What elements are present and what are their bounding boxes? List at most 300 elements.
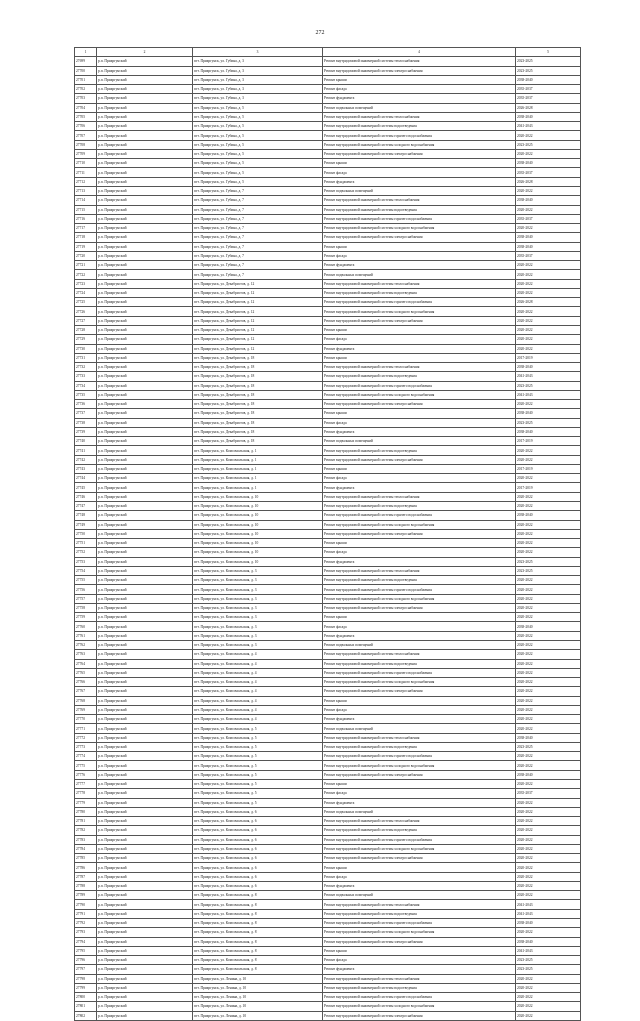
row-number-cell: 27702	[75, 85, 97, 94]
row-number-cell: 27800	[75, 993, 97, 1002]
period-cell: 2020-2022	[516, 576, 581, 585]
work-type-cell: Ремонт фундамента	[323, 798, 516, 807]
address-cell: пгт. Приаргунск, ул. Губина, д. 7	[193, 251, 323, 260]
row-number-cell: 27766	[75, 678, 97, 687]
work-type-cell: Ремонт внутридомовой инженерной системы водоотведения	[323, 576, 516, 585]
work-type-cell: Ремонт крыши	[323, 696, 516, 705]
period-cell: 2038-2040	[516, 112, 581, 121]
municipality-cell: р.п. Приаргунский	[97, 909, 193, 918]
municipality-cell: р.п. Приаргунский	[97, 492, 193, 501]
municipality-cell: р.п. Приаргунский	[97, 520, 193, 529]
municipality-cell: р.п. Приаргунский	[97, 817, 193, 826]
period-cell: 2020-2022	[516, 307, 581, 316]
table-row	[75, 891, 581, 900]
row-number-cell: 27798	[75, 974, 97, 983]
municipality-cell: р.п. Приаргунский	[97, 835, 193, 844]
work-type-cell: Ремонт подвальных помещений	[323, 891, 516, 900]
address-cell: пгт. Приаргунск, ул. Декабристов, д. 18	[193, 353, 323, 362]
row-number-cell: 27735	[75, 390, 97, 399]
address-cell: пгт. Приаргунск, ул. Комсомольская, д. 10	[193, 520, 323, 529]
column-header: 5	[516, 48, 581, 57]
address-cell: пгт. Приаргунск, ул. Комсомольская, д. 6	[193, 863, 323, 872]
municipality-cell: р.п. Приаргунский	[97, 94, 193, 103]
work-type-cell: Ремонт внутридомовой инженерной системы электроснабжения	[323, 937, 516, 946]
row-number-cell: 27709	[75, 149, 97, 158]
address-cell: пгт. Приаргунск, ул. Комсомольская, д. 4	[193, 678, 323, 687]
address-cell: пгт. Приаргунск, ул. Губина, д. 7	[193, 186, 323, 195]
municipality-cell: р.п. Приаргунский	[97, 168, 193, 177]
address-cell: пгт. Приаргунск, ул. Губина, д. 5	[193, 103, 323, 112]
address-cell: пгт. Приаргунск, ул. Комсомольская, д. 4	[193, 668, 323, 677]
address-cell: пгт. Приаргунск, ул. Комсомольская, д. 4	[193, 696, 323, 705]
period-cell: 2020-2022	[516, 641, 581, 650]
row-number-cell: 27736	[75, 400, 97, 409]
municipality-cell: р.п. Приаргунский	[97, 446, 193, 455]
address-cell: пгт. Приаргунск, ул. Комсомольская, д. 5	[193, 752, 323, 761]
work-type-cell: Ремонт подвальных помещений	[323, 186, 516, 195]
table-row	[75, 214, 581, 223]
municipality-cell: р.п. Приаргунский	[97, 381, 193, 390]
address-cell: пгт. Приаргунск, ул. Губина, д. 3	[193, 66, 323, 75]
table-row	[75, 539, 581, 548]
municipality-cell: р.п. Приаргунский	[97, 733, 193, 742]
row-number-cell: 27779	[75, 798, 97, 807]
period-cell: 2020-2022	[516, 603, 581, 612]
table-row	[75, 335, 581, 344]
period-cell: 2020-2022	[516, 400, 581, 409]
municipality-cell: р.п. Приаргунский	[97, 770, 193, 779]
work-type-cell: Ремонт фундамента	[323, 715, 516, 724]
period-cell: 2020-2022	[516, 826, 581, 835]
row-number-cell: 27771	[75, 724, 97, 733]
row-number-cell: 27733	[75, 372, 97, 381]
work-type-cell: Ремонт внутридомовой инженерной системы холодного водоснабжения	[323, 844, 516, 853]
municipality-cell: р.п. Приаргунский	[97, 566, 193, 575]
period-cell: 2020-2022	[516, 455, 581, 464]
work-type-cell: Ремонт фасада	[323, 548, 516, 557]
work-type-cell: Ремонт внутридомовой инженерной системы водоотведения	[323, 288, 516, 297]
period-cell: 2038-2040	[516, 363, 581, 372]
address-cell: пгт. Приаргунск, ул. Губина, д. 3	[193, 75, 323, 84]
table-row	[75, 548, 581, 557]
period-cell: 2023-2025	[516, 742, 581, 751]
row-number-cell: 27720	[75, 251, 97, 260]
address-cell: пгт. Приаргунск, ул. Комсомольская, д. 3	[193, 566, 323, 575]
municipality-cell: р.п. Приаргунский	[97, 57, 193, 66]
municipality-cell: р.п. Приаргунский	[97, 937, 193, 946]
municipality-cell: р.п. Приаргунский	[97, 251, 193, 260]
period-cell: 2026-2028	[516, 298, 581, 307]
period-cell: 2020-2022	[516, 446, 581, 455]
address-cell: пгт. Приаргунск, ул. Декабристов, д. 18	[193, 418, 323, 427]
table-row	[75, 770, 581, 779]
work-type-cell: Ремонт внутридомовой инженерной системы водоотведения	[323, 909, 516, 918]
work-type-cell: Ремонт внутридомовой инженерной системы теплоснабжения	[323, 196, 516, 205]
row-number-cell: 27783	[75, 835, 97, 844]
municipality-cell: р.п. Приаргунский	[97, 752, 193, 761]
address-cell: пгт. Приаргунск, ул. Декабристов, д. 12	[193, 335, 323, 344]
table-row	[75, 140, 581, 149]
address-cell: пгт. Приаргунск, ул. Ленина, д. 10	[193, 983, 323, 992]
period-cell: 2020-2022	[516, 325, 581, 334]
period-cell: 2038-2040	[516, 75, 581, 84]
table-row	[75, 492, 581, 501]
period-cell: 2020-2022	[516, 548, 581, 557]
period-cell: 2023-2025	[516, 557, 581, 566]
row-number-cell: 27769	[75, 705, 97, 714]
address-cell: пгт. Приаргунск, ул. Комсомольская, д. 3	[193, 641, 323, 650]
municipality-cell: р.п. Приаргунский	[97, 946, 193, 955]
period-cell: 2038-2040	[516, 409, 581, 418]
period-cell: 2020-2022	[516, 131, 581, 140]
row-number-cell: 27740	[75, 437, 97, 446]
row-number-cell: 27781	[75, 817, 97, 826]
work-type-cell: Ремонт крыши	[323, 409, 516, 418]
row-number-cell: 27797	[75, 965, 97, 974]
municipality-cell: р.п. Приаргунский	[97, 66, 193, 75]
table-row	[75, 854, 581, 863]
table-row	[75, 344, 581, 353]
period-cell: 2041-2043	[516, 372, 581, 381]
address-cell: пгт. Приаргунск, ул. Комсомольская, д. 8	[193, 918, 323, 927]
municipality-cell: р.п. Приаргунский	[97, 511, 193, 520]
period-cell: 2038-2040	[516, 770, 581, 779]
municipality-cell: р.п. Приаргунский	[97, 214, 193, 223]
address-cell: пгт. Приаргунск, ул. Ленина, д. 10	[193, 974, 323, 983]
address-cell: пгт. Приаргунск, ул. Комсомольская, д. 1	[193, 474, 323, 483]
address-cell: пгт. Приаргунск, ул. Комсомольская, д. 5	[193, 779, 323, 788]
table-row	[75, 363, 581, 372]
work-type-cell: Ремонт внутридомовой инженерной системы электроснабжения	[323, 233, 516, 242]
address-cell: пгт. Приаргунск, ул. Губина, д. 7	[193, 233, 323, 242]
address-cell: пгт. Приаргунск, ул. Комсомольская, д. 8	[193, 956, 323, 965]
period-cell: 2020-2022	[516, 928, 581, 937]
address-cell: пгт. Приаргунск, ул. Комсомольская, д. 6	[193, 807, 323, 816]
table-row	[75, 177, 581, 186]
row-number-cell: 27788	[75, 881, 97, 890]
address-cell: пгт. Приаргунск, ул. Комсомольская, д. 4	[193, 715, 323, 724]
work-type-cell: Ремонт внутридомовой инженерной системы теплоснабжения	[323, 733, 516, 742]
row-number-cell: 27775	[75, 761, 97, 770]
work-type-cell: Ремонт фасада	[323, 251, 516, 260]
municipality-cell: р.п. Приаргунский	[97, 353, 193, 362]
municipality-cell: р.п. Приаргунский	[97, 529, 193, 538]
work-type-cell: Ремонт подвальных помещений	[323, 641, 516, 650]
row-number-cell: 27715	[75, 205, 97, 214]
row-number-cell: 27701	[75, 75, 97, 84]
municipality-cell: р.п. Приаргунский	[97, 539, 193, 548]
table-row	[75, 298, 581, 307]
municipality-cell: р.п. Приаргунский	[97, 224, 193, 233]
municipality-cell: р.п. Приаргунский	[97, 437, 193, 446]
address-cell: пгт. Приаргунск, ул. Ленина, д. 10	[193, 1002, 323, 1011]
municipality-cell: р.п. Приаргунский	[97, 724, 193, 733]
address-cell: пгт. Приаргунск, ул. Комсомольская, д. 1	[193, 446, 323, 455]
period-cell: 2023-2025	[516, 965, 581, 974]
period-cell: 2035-2037	[516, 251, 581, 260]
table-row	[75, 233, 581, 242]
municipality-cell: р.п. Приаргунский	[97, 798, 193, 807]
municipality-cell: р.п. Приаргунский	[97, 325, 193, 334]
municipality-cell: р.п. Приаргунский	[97, 872, 193, 881]
row-number-cell: 27777	[75, 779, 97, 788]
period-cell: 2020-2022	[516, 891, 581, 900]
table-row	[75, 872, 581, 881]
row-number-cell: 27763	[75, 650, 97, 659]
work-type-cell: Ремонт внутридомовой инженерной системы горячего водоснабжения	[323, 511, 516, 520]
address-cell: пгт. Приаргунск, ул. Комсомольская, д. 10	[193, 511, 323, 520]
address-cell: пгт. Приаргунск, ул. Комсомольская, д. 6	[193, 872, 323, 881]
work-type-cell: Ремонт крыши	[323, 613, 516, 622]
work-type-cell: Ремонт внутридомовой инженерной системы горячего водоснабжения	[323, 835, 516, 844]
address-cell: пгт. Приаргунск, ул. Комсомольская, д. 6	[193, 835, 323, 844]
table-row	[75, 956, 581, 965]
municipality-cell: р.п. Приаргунский	[97, 363, 193, 372]
municipality-cell: р.п. Приаргунский	[97, 112, 193, 121]
address-cell: пгт. Приаргунск, ул. Декабристов, д. 18	[193, 427, 323, 436]
period-cell: 2020-2022	[516, 502, 581, 511]
work-type-cell: Ремонт фундамента	[323, 427, 516, 436]
work-type-cell: Ремонт внутридомовой инженерной системы горячего водоснабжения	[323, 298, 516, 307]
row-number-cell: 27743	[75, 464, 97, 473]
row-number-cell: 27765	[75, 668, 97, 677]
period-cell: 2026-2028	[516, 177, 581, 186]
row-number-cell: 27802	[75, 1011, 97, 1020]
row-number-cell: 27700	[75, 66, 97, 75]
work-type-cell: Ремонт внутридомовой инженерной системы водоотведения	[323, 502, 516, 511]
work-type-cell: Ремонт внутридомовой инженерной системы электроснабжения	[323, 66, 516, 75]
work-type-cell: Ремонт внутридомовой инженерной системы теплоснабжения	[323, 279, 516, 288]
work-type-cell: Ремонт внутридомовой инженерной системы холодного водоснабжения	[323, 307, 516, 316]
table-row	[75, 650, 581, 659]
period-cell: 2038-2040	[516, 427, 581, 436]
page-number: 272	[315, 30, 325, 36]
work-type-cell: Ремонт фасада	[323, 418, 516, 427]
municipality-cell: р.п. Приаргунский	[97, 261, 193, 270]
table-body	[75, 48, 581, 1021]
table-row	[75, 251, 581, 260]
address-cell: пгт. Приаргунск, ул. Декабристов, д. 12	[193, 279, 323, 288]
row-number-cell: 27767	[75, 687, 97, 696]
table-row	[75, 798, 581, 807]
municipality-cell: р.п. Приаргунский	[97, 705, 193, 714]
period-cell: 2038-2040	[516, 196, 581, 205]
period-cell: 2020-2022	[516, 613, 581, 622]
period-cell: 2035-2037	[516, 168, 581, 177]
table-row	[75, 242, 581, 251]
period-cell: 2020-2022	[516, 807, 581, 816]
work-type-cell: Ремонт крыши	[323, 863, 516, 872]
work-type-cell: Ремонт фундамента	[323, 965, 516, 974]
row-number-cell: 27757	[75, 594, 97, 603]
municipality-cell: р.п. Приаргунский	[97, 993, 193, 1002]
row-number-cell: 27754	[75, 566, 97, 575]
row-number-cell: 27706	[75, 122, 97, 131]
address-cell: пгт. Приаргунск, ул. Комсомольская, д. 3	[193, 576, 323, 585]
address-cell: пгт. Приаргунск, ул. Губина, д. 7	[193, 196, 323, 205]
period-cell: 2020-2022	[516, 881, 581, 890]
municipality-cell: р.п. Приаргунский	[97, 918, 193, 927]
table-row	[75, 474, 581, 483]
work-type-cell: Ремонт внутридомовой инженерной системы теплоснабжения	[323, 492, 516, 501]
address-cell: пгт. Приаргунск, ул. Декабристов, д. 18	[193, 400, 323, 409]
table-row	[75, 826, 581, 835]
column-header: 1	[75, 48, 97, 57]
table-row	[75, 149, 581, 158]
row-number-cell: 27785	[75, 854, 97, 863]
work-type-cell: Ремонт крыши	[323, 779, 516, 788]
work-type-cell: Ремонт фундамента	[323, 261, 516, 270]
address-cell: пгт. Приаргунск, ул. Губина, д. 3	[193, 57, 323, 66]
period-cell: 2020-2022	[516, 186, 581, 195]
work-type-cell: Ремонт фундамента	[323, 483, 516, 492]
row-number-cell: 27710	[75, 159, 97, 168]
work-type-cell: Ремонт фасада	[323, 622, 516, 631]
municipality-cell: р.п. Приаргунский	[97, 928, 193, 937]
row-number-cell: 27756	[75, 585, 97, 594]
period-cell: 2020-2022	[516, 594, 581, 603]
table-row	[75, 307, 581, 316]
table-row	[75, 594, 581, 603]
table-row	[75, 613, 581, 622]
work-type-cell: Ремонт фундамента	[323, 177, 516, 186]
table-row	[75, 529, 581, 538]
address-cell: пгт. Приаргунск, ул. Комсомольская, д. 4	[193, 650, 323, 659]
work-type-cell: Ремонт крыши	[323, 946, 516, 955]
table-row	[75, 817, 581, 826]
municipality-cell: р.п. Приаргунский	[97, 844, 193, 853]
address-cell: пгт. Приаргунск, ул. Комсомольская, д. 3	[193, 613, 323, 622]
municipality-cell: р.п. Приаргунский	[97, 613, 193, 622]
work-type-cell: Ремонт внутридомовой инженерной системы теплоснабжения	[323, 112, 516, 121]
address-cell: пгт. Приаргунск, ул. Комсомольская, д. 8	[193, 937, 323, 946]
period-cell: 2038-2040	[516, 159, 581, 168]
period-cell: 2020-2022	[516, 492, 581, 501]
address-cell: пгт. Приаргунск, ул. Комсомольская, д. 3	[193, 594, 323, 603]
municipality-cell: р.п. Приаргунский	[97, 761, 193, 770]
work-type-cell: Ремонт внутридомовой инженерной системы горячего водоснабжения	[323, 918, 516, 927]
period-cell: 2038-2040	[516, 511, 581, 520]
table-row	[75, 918, 581, 927]
row-number-cell: 27711	[75, 168, 97, 177]
period-cell: 2023-2025	[516, 140, 581, 149]
table-row	[75, 66, 581, 75]
column-header: 3	[193, 48, 323, 57]
row-number-cell: 27778	[75, 789, 97, 798]
period-cell: 2020-2022	[516, 316, 581, 325]
period-cell: 2020-2022	[516, 205, 581, 214]
period-cell: 2020-2022	[516, 335, 581, 344]
address-cell: пгт. Приаргунск, ул. Декабристов, д. 18	[193, 372, 323, 381]
work-type-cell: Ремонт подвальных помещений	[323, 437, 516, 446]
row-number-cell: 27764	[75, 659, 97, 668]
table-row	[75, 946, 581, 955]
table-row	[75, 112, 581, 121]
period-cell: 2020-2022	[516, 687, 581, 696]
table-row	[75, 325, 581, 334]
municipality-cell: р.п. Приаргунский	[97, 344, 193, 353]
row-number-cell: 27789	[75, 891, 97, 900]
municipality-cell: р.п. Приаргунский	[97, 159, 193, 168]
municipality-cell: р.п. Приаргунский	[97, 140, 193, 149]
work-type-cell: Ремонт внутридомовой инженерной системы холодного водоснабжения	[323, 594, 516, 603]
table-row	[75, 390, 581, 399]
work-type-cell: Ремонт крыши	[323, 353, 516, 362]
work-type-cell: Ремонт внутридомовой инженерной системы горячего водоснабжения	[323, 585, 516, 594]
row-number-cell: 27726	[75, 307, 97, 316]
address-cell: пгт. Приаргунск, ул. Комсомольская, д. 4	[193, 659, 323, 668]
period-cell: 2020-2022	[516, 149, 581, 158]
address-cell: пгт. Приаргунск, ул. Комсомольская, д. 6	[193, 844, 323, 853]
row-number-cell: 27713	[75, 186, 97, 195]
row-number-cell: 27772	[75, 733, 97, 742]
address-cell: пгт. Приаргунск, ул. Комсомольская, д. 10	[193, 492, 323, 501]
table-row	[75, 863, 581, 872]
period-cell: 2020-2022	[516, 835, 581, 844]
address-cell: пгт. Приаргунск, ул. Губина, д. 5	[193, 131, 323, 140]
table-row	[75, 427, 581, 436]
address-cell: пгт. Приаргунск, ул. Губина, д. 7	[193, 205, 323, 214]
municipality-cell: р.п. Приаргунский	[97, 1011, 193, 1020]
period-cell: 2017-2019	[516, 483, 581, 492]
address-cell: пгт. Приаргунск, ул. Комсомольская, д. 10	[193, 502, 323, 511]
address-cell: пгт. Приаргунск, ул. Ленина, д. 10	[193, 1011, 323, 1020]
period-cell: 2020-2022	[516, 798, 581, 807]
row-number-cell: 27790	[75, 900, 97, 909]
row-number-cell: 27723	[75, 279, 97, 288]
row-number-cell: 27770	[75, 715, 97, 724]
period-cell: 2020-2022	[516, 724, 581, 733]
table-row	[75, 353, 581, 362]
work-type-cell: Ремонт внутридомовой инженерной системы горячего водоснабжения	[323, 752, 516, 761]
municipality-cell: р.п. Приаргунский	[97, 409, 193, 418]
row-number-cell: 27758	[75, 603, 97, 612]
work-type-cell: Ремонт внутридомовой инженерной системы горячего водоснабжения	[323, 381, 516, 390]
municipality-cell: р.п. Приаргунский	[97, 279, 193, 288]
row-number-cell: 27780	[75, 807, 97, 816]
work-type-cell: Ремонт внутридомовой инженерной системы холодного водоснабжения	[323, 761, 516, 770]
period-cell: 2020-2022	[516, 261, 581, 270]
address-cell: пгт. Приаргунск, ул. Комсомольская, д. 5	[193, 742, 323, 751]
period-cell: 2041-2043	[516, 900, 581, 909]
work-type-cell: Ремонт внутридомовой инженерной системы горячего водоснабжения	[323, 214, 516, 223]
row-number-cell: 27718	[75, 233, 97, 242]
address-cell: пгт. Приаргунск, ул. Комсомольская, д. 3	[193, 622, 323, 631]
address-cell: пгт. Приаргунск, ул. Комсомольская, д. 10	[193, 548, 323, 557]
address-cell: пгт. Приаргунск, ул. Комсомольская, д. 10	[193, 529, 323, 538]
address-cell: пгт. Приаргунск, ул. Губина, д. 5	[193, 159, 323, 168]
period-cell: 2020-2022	[516, 779, 581, 788]
work-type-cell: Ремонт подвальных помещений	[323, 724, 516, 733]
address-cell: пгт. Приаргунск, ул. Комсомольская, д. 5	[193, 798, 323, 807]
work-type-cell: Ремонт внутридомовой инженерной системы электроснабжения	[323, 854, 516, 863]
municipality-cell: р.п. Приаргунский	[97, 122, 193, 131]
work-type-cell: Ремонт внутридомовой инженерной системы водоотведения	[323, 372, 516, 381]
municipality-cell: р.п. Приаргунский	[97, 678, 193, 687]
work-type-cell: Ремонт внутридомовой инженерной системы холодного водоснабжения	[323, 224, 516, 233]
municipality-cell: р.п. Приаргунский	[97, 177, 193, 186]
table-row	[75, 789, 581, 798]
work-type-cell: Ремонт крыши	[323, 325, 516, 334]
row-number-cell: 27744	[75, 474, 97, 483]
table-row	[75, 261, 581, 270]
table-row	[75, 724, 581, 733]
work-type-cell: Ремонт внутридомовой инженерной системы водоотведения	[323, 983, 516, 992]
address-cell: пгт. Приаргунск, ул. Декабристов, д. 18	[193, 381, 323, 390]
table-row	[75, 928, 581, 937]
period-cell: 2023-2025	[516, 381, 581, 390]
table-row	[75, 483, 581, 492]
